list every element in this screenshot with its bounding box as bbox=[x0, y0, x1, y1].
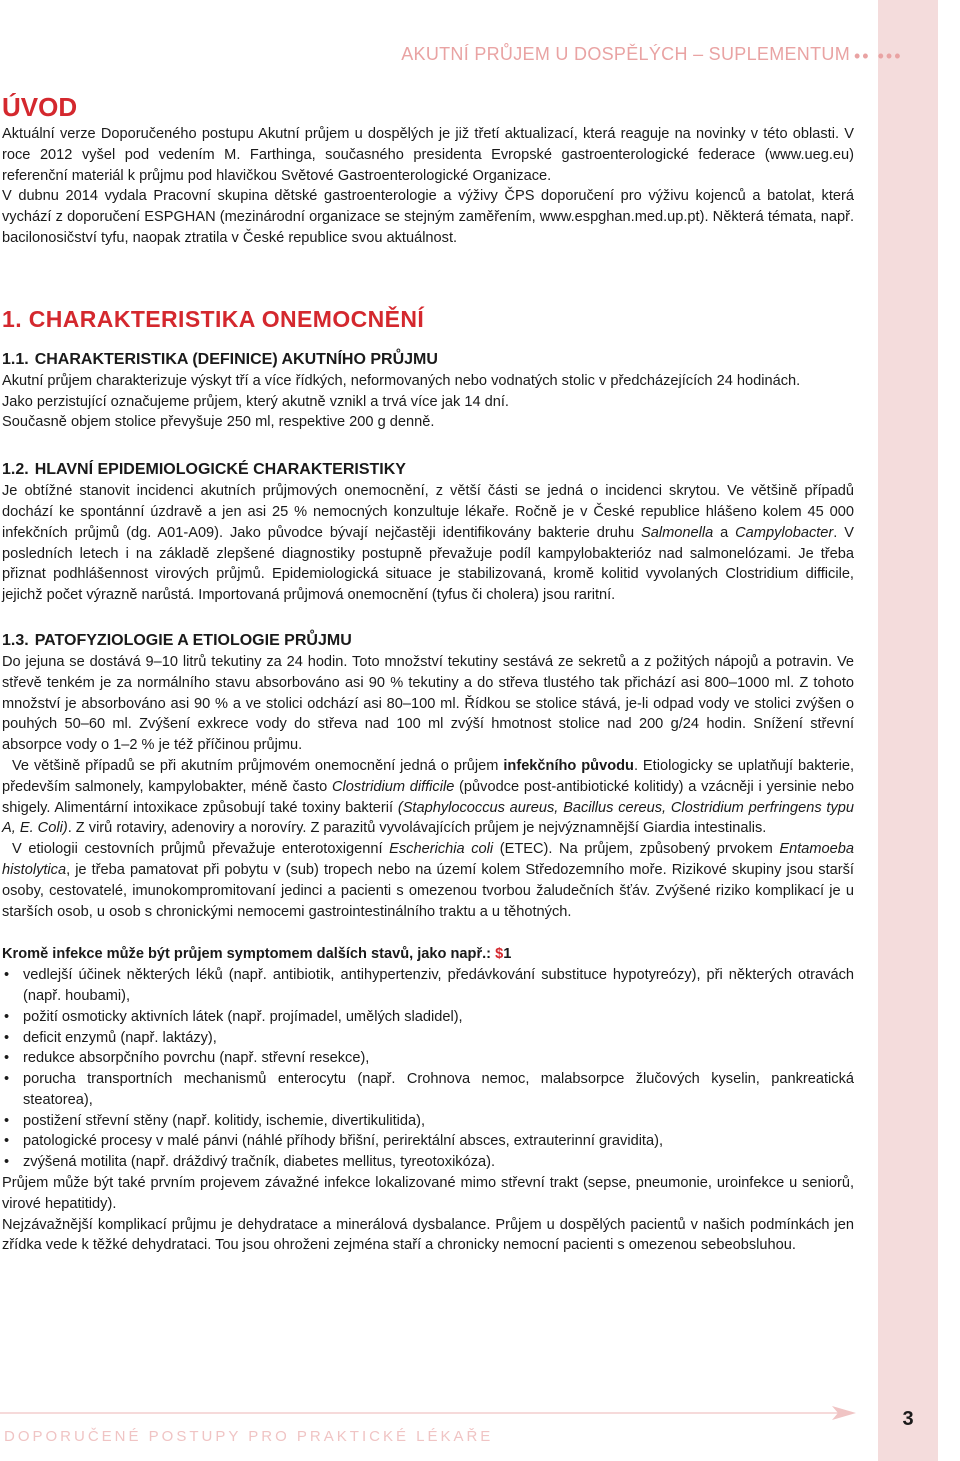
list-item: • redukce absorpčního povrchu (např. střevní resekce), bbox=[2, 1048, 854, 1069]
closing-paragraph-2: Nejzávažnější komplikací průjmu je dehydratace a minerálová dysbalance. Průjem u dospělých pacientů v našich podmínkách jen zřídka vede k těžké dehydrataci. Tou jsou ohroženi zejména staří a chronicky nemocní pacienti s omezenou sebeobsluhou. bbox=[2, 1216, 854, 1254]
list-item: • postižení střevní stěny (např. kolitidy, ischemie, divertikulitida), bbox=[2, 1111, 854, 1132]
other-causes-list bbox=[2, 965, 854, 1173]
list-item: • patologické procesy v malé pánvi (náhlé příhody břišní, perirektální absces, extrauterinní gravidita), bbox=[2, 1131, 854, 1152]
main-content bbox=[2, 92, 854, 1256]
intro-paragraph-2: V dubnu 2014 vydala Pracovní skupina dětské gastroenterologie a výživy ČPS doporučení pro výživu kojenců a batolat, která vychází z doporučení ESPGHAN (mezinárodní organizace se stejným zaměřením, www.espghan.med.up.pt). Některá témata, např. bacilonosičství tyfu, naopak ztratila v České republice svou aktuálnost. bbox=[2, 188, 854, 246]
list-item: • zvýšená motilita (např. dráždivý tračník, diabetes mellitus, tyreotoxikóza). bbox=[2, 1152, 854, 1173]
reference-symbol: $ bbox=[495, 946, 504, 963]
footer-arrow-line bbox=[0, 1404, 860, 1422]
intro-heading: ÚVOD bbox=[2, 92, 78, 122]
pathophysiology-paragraph-2: Ve většině případů se při akutním průjmovém onemocnění jedná o průjem infekčního původu. Etiologicky se uplatňují bakterie, především salmonely, kampylobakter, méně často Clostridium difficile (původce post-antibiotické kolitidy) a vzácněji i yersinie nebo shigely. Alimentární intoxikace způsobují také toxiny bakterií (Staphylococcus aureus, Bacillus cereus, Clostridium perfringens typu A, E. Coli). Z virů rotaviry, adenoviry a norovíry. Z parazitů vyvolávajících průjem je nejvýznamnější Giardia intestinalis. bbox=[2, 757, 854, 837]
section-1-1-heading bbox=[2, 349, 854, 371]
other-causes-lead: Kromě infekce může být průjem symptomem dalších stavů, jako např.: $1 bbox=[2, 946, 512, 963]
section-number: 1.3. bbox=[2, 631, 29, 649]
running-header: AKUTNÍ PRŮJEM U DOSPĚLÝCH – SUPLEMENTUM bbox=[401, 44, 850, 64]
section-1-2-heading bbox=[2, 459, 854, 481]
definition-paragraph-3: Současně objem stolice převyšuje 250 ml, respektive 200 g denně. bbox=[2, 414, 435, 431]
section-1-heading: 1. CHARAKTERISTIKA ONEMOCNĚNÍ bbox=[2, 305, 425, 332]
reference-number: 1 bbox=[503, 946, 512, 963]
intro-paragraph-1: Aktuální verze Doporučeného postupu Akutní průjem u dospělých je již třetí aktualizací, která reaguje na novinky v této oblasti. V roce 2012 vyšel pod vedením M. Farthinga, současného presidenta Evropské gastroenterologické federace (www.ueg.eu) referenční materiál k průjmu pod hlavičkou Světové Gastroenterologické Organizace. bbox=[2, 126, 854, 184]
footer-title: DOPORUČENÉ POSTUPY PRO PRAKTICKÉ LÉKAŘE bbox=[4, 1428, 494, 1445]
list-item: • požití osmoticky aktivních látek (např. projímadel, umělých sladidel), bbox=[2, 1007, 854, 1028]
list-item: • porucha transportních mechanismů enterocytu (např. Crohnova nemoc, malabsorpce žlučových kyselin, pankreatická steatorea), bbox=[2, 1069, 854, 1111]
definition-paragraph-2: Jako perzistující označujeme průjem, který akutně vznikl a trvá více jak 14 dní. bbox=[2, 393, 509, 410]
list-item: • deficit enzymů (např. laktázy), bbox=[2, 1028, 854, 1049]
definition-paragraph-1: Akutní průjem charakterizuje výskyt tří a více řídkých, neformovaných nebo vodnatých stolic v předcházejících 24 hodinách. bbox=[2, 372, 801, 389]
page-sidebar-strip bbox=[878, 0, 938, 1461]
epidemiology-paragraph: Je obtížné stanovit incidenci akutních průjmových onemocnění, z větší části se jedná o incidenci skrytou. Ve většině případů dochází ke spontánní úzdravě a jen asi 25 % nemocných konzultuje lékaře. Ročně je v České republice hlášeno kolem 45 000 infekčních průjmů (dg. A01-A09). Jako původce bývají nejčastěji identifikovány bakterie druhu Salmonella a Campylobacter. V posledních letech i na základě zlepšené diagnostiky postupně převažuje podíl kampylobakterióz nad salmonelózami. Je třeba přiznat podhlášennost virových průjmů. Epidemiologická situace je stabilizovaná, kromě kolitid vyvolaných Clostridium difficile, jejichž počet výrazně narůstá. Importovaná průjmová onemocnění (tyfus či cholera) jsou raritní. bbox=[2, 483, 854, 604]
pathophysiology-paragraph-1: Do jejuna se dostává 9–10 litrů tekutiny za 24 hodin. Toto množství tekutiny sestává ze sekretů a z požitých nápojů a potravin. Ve střevě tenkém je za normálního stavu absorbováno asi 90 % tekutiny a do střeva tlustého tak přichází asi 800–1000 ml. Z tohoto množství je absorbováno asi 90 % a ve stolici odchází asi 80–100 ml. Řídkou se stolice stává, je-li odpad vody ve stolici zvýšen o pouhých 50–60 ml. Zvýšení exkrece vody do střeva nad 100 ml zvýší hmotnost stolice nad 200 g/24 hodin. Snížení střevní absorpce vody o 1–2 % je též příčinou průjmu. bbox=[2, 653, 854, 754]
section-number: 1.1. bbox=[2, 350, 29, 368]
section-title: HLAVNÍ EPIDEMIOLOGICKÉ CHARAKTERISTIKY bbox=[34, 461, 406, 479]
section-title: PATOFYZIOLOGIE A ETIOLOGIE PRŮJMU bbox=[34, 631, 352, 649]
header-dots-ornament: •• ••• bbox=[854, 46, 903, 66]
section-1-3-heading bbox=[2, 630, 854, 652]
page-number: 3 bbox=[902, 1408, 914, 1430]
closing-paragraph-1: Průjem může být také prvním projevem závažné infekce lokalizované mimo střevní trakt (sepse, pneumonie, uroinfekce u seniorů, virové hepatitidy). bbox=[2, 1175, 854, 1212]
list-item: • vedlejší účinek některých léků (např. antibiotik, antihypertenziv, předávkování substituce hypotyreózy), při některých otravách (např. houbami), bbox=[2, 965, 854, 1007]
pathophysiology-paragraph-3: V etiologii cestovních průjmů převažuje enterotoxigenní Escherichia coli (ETEC). Na průjem, způsobený prvokem Entamoeba histolytica, je třeba pamatovat při pobytu v (sub) tropech nebo na území kolem Středozemního moře. Rizikové skupiny jsou starší osoby, cestovatelé, imunokompromitovaní jedinci a pacienti s omezenou tvorbou žaludečních šťáv. Zvýšené riziko komplikací je u starších osob, u osob s chronickými nemocemi gastrointestinálního traktu a u těhotných. bbox=[2, 841, 855, 920]
section-title: CHARAKTERISTIKA (DEFINICE) AKUTNÍHO PRŮJMU bbox=[34, 350, 438, 368]
section-number: 1.2. bbox=[2, 461, 29, 479]
